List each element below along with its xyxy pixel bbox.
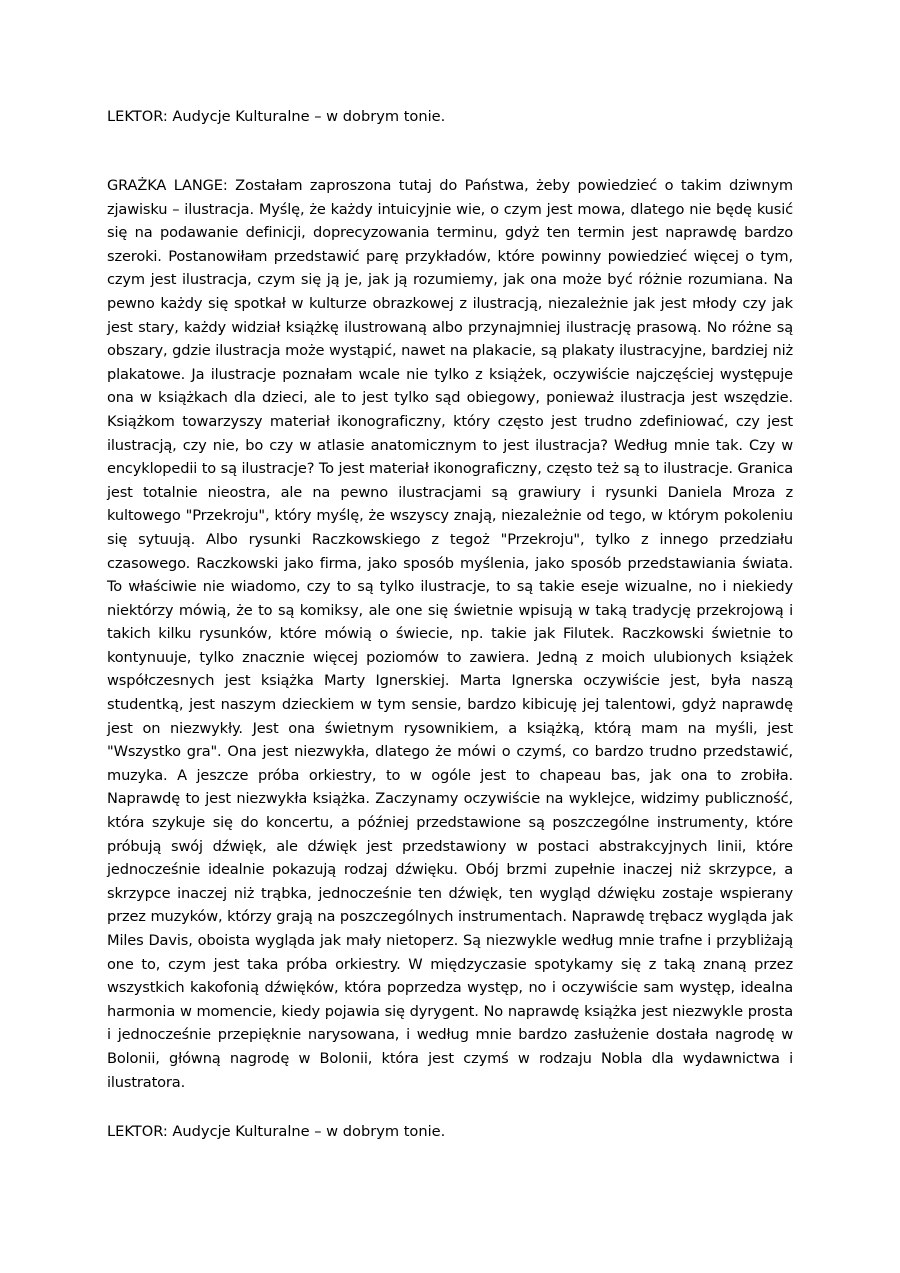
closing-lektor-line: LEKTOR: Audycje Kulturalne – w dobrym tonie. bbox=[107, 1123, 446, 1140]
speaker-paragraph: GRAŻKA LANGE: Zostałam zaproszona tutaj do Państwa, żeby powiedzieć o takim dziwnym zjawisku – ilustracja. Myślę, że każdy intuicyjnie wie, o czym jest mowa, dlatego nie będę kusić się na podawanie definicji, doprecyzowania terminu, gdyż ten termin jest naprawdę bardzo szeroki. Postanowiłam przedstawić parę przykładów, które powinny powiedzieć więcej o tym, czym jest ilustracja, czym się ją je, jak ją rozumiemy, jak ona może być różnie rozumiana. Na pewno każdy się spotkał w kulturze obrazkowej z ilustracją, niezależnie jak jest młody czy jak jest stary, każdy widział książkę ilustrowaną albo przynajmniej ilustrację prasową. No różne są obszary, gdzie ilustracja może wystąpić, nawet na plakacie, są plakaty ilustracyjne, bardziej niż plakatowe. Ja ilustracje poznałam wcale nie tylko z książek, oczywiście najczęściej występuje ona w książkach dla dzieci, ale to jest tylko sąd obiegowy, ponieważ ilustracja jest wszędzie. Książkom towarzyszy materiał ikonograficzny, który często jest trudno zdefiniować, czy jest ilustracją, czy nie, bo czy w atlasie anatomicznym to jest ilustracja? Według mnie tak. Czy w encyklopedii to są ilustracje? To jest materiał ikonograficzny, często też są to ilustracje. Granica jest totalnie nieostra, ale na pewno ilustracjami są grawiury i rysunki Daniela Mroza z kultowego "Przekroju", który myślę, że wszyscy znają, niezależnie od tego, w którym pokoleniu się sytuują. Albo rysunki Raczkowskiego z tegoż "Przekroju", tylko z innego przedziału czasowego. Raczkowski jako firma, jako sposób myślenia, jako sposób przedstawiania świata. To właściwie nie wiadomo, czy to są tylko ilustracje, to są takie eseje wizualne, no i niekiedy niektórzy mówią, że to są komiksy, ale one się świetnie wpisują w taką tradycję przekrojową i takich kilku rysunków, które mówią o świecie, np. takie jak Filutek. Raczkowski świetnie to kontynuuje, tylko znacznie więcej poziomów to zawiera. Jedną z moich ulubionych książek współczesnych jest książka Marty Ignerskiej. Marta Ignerska oczywiście jest, była naszą studentką, jest naszym dzieckiem w tym sensie, bardzo kibicuję jej talentowi, gdyż naprawdę jest on niezwykły. Jest ona świetnym rysownikiem, a książką, którą mam na myśli, jest "Wszystko gra". Ona jest niezwykła, dlatego że mówi o czymś, co bardzo trudno przedstawić, muzyka. A jeszcze próba orkiestry, to w ogóle jest to chapeau bas, jak ona to zrobiła. Naprawdę to jest niezwykła książka. Zaczynamy oczywiście na wyklejce, widzimy publiczność, która szykuje się do koncertu, a później przedstawione są poszczególne instrumenty, które próbują swój dźwięk, ale dźwięk jest przedstawiony w postaci abstrakcyjnych linii, które jednocześnie idealnie pokazują rodzaj dźwięku. Obój brzmi zupełnie inaczej niż skrzypce, a skrzypce inaczej niż trąbka, jednocześnie ten dźwięk, ten wygląd dźwięku zostaje wspierany przez muzyków, którzy grają na poszczególnych instrumentach. Naprawdę trębacz wygląda jak Miles Davis, oboista wygląda jak mały nietoperz. Są niezwykle według mnie trafne i przybliżają one to, czym jest taka próba orkiestry. W międzyczasie spotykamy się z taką znaną przez wszystkich kakofonią dźwięków, która poprzedza występ, no i oczywiście sam występ, idealna harmonia w momencie, kiedy pojawia się dyrygent. No naprawdę książka jest niezwykle prosta i jednocześnie przepięknie narysowana, i według mnie bardzo zasłużenie dostała nagrodę w Bolonii, główną nagrodę w Bolonii, która jest czymś w rodzaju Nobla dla wydawnictwa i ilustratora. bbox=[107, 177, 793, 1091]
opening-lektor-line: LEKTOR: Audycje Kulturalne – w dobrym tonie. bbox=[107, 108, 446, 125]
